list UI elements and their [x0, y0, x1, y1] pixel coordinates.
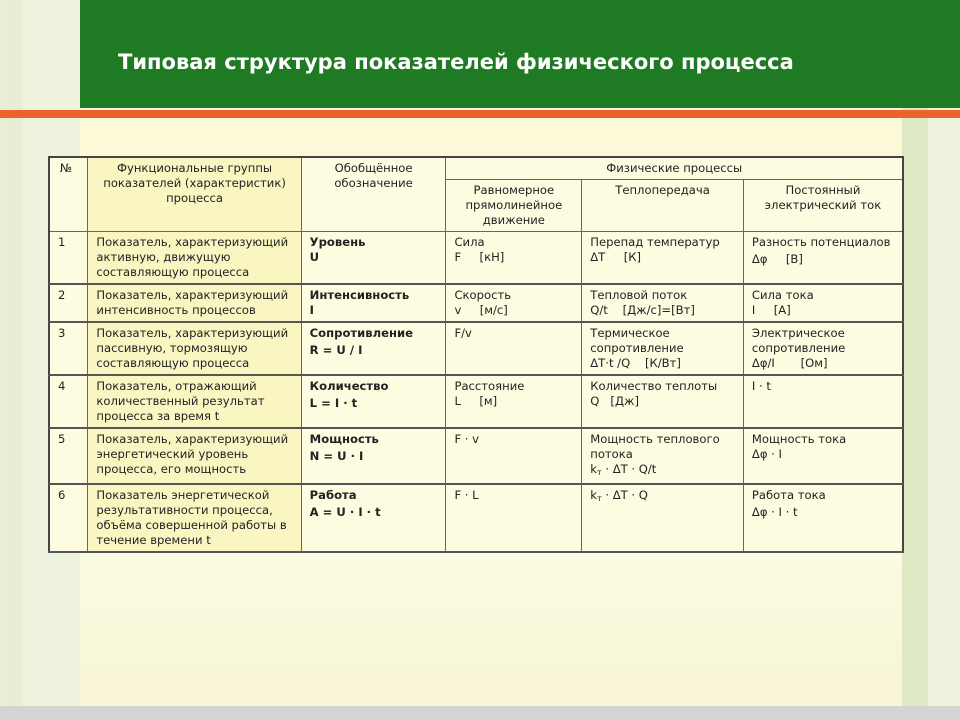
row-designation — [301, 232, 446, 285]
indicators-table — [48, 156, 904, 553]
row-designation — [301, 322, 446, 375]
row-group: Показатель, характеризующий активную, движущую составляющую процесса — [88, 232, 301, 285]
cell-line: Электрическое сопротивление — [751, 326, 846, 355]
coef-k: k — [590, 488, 597, 502]
cell-line: I · t — [751, 379, 771, 393]
cell-line — [590, 488, 735, 506]
coef-subscript: т — [596, 494, 602, 503]
cell-line: I [А] — [751, 303, 791, 317]
row-num: 4 — [49, 375, 88, 428]
cell-current — [743, 284, 903, 322]
table-row — [49, 322, 903, 375]
designation-formula: U — [309, 250, 320, 264]
background-bottom-bar — [0, 706, 960, 720]
cell-current — [743, 428, 903, 484]
designation-name: Сопротивление — [309, 326, 413, 340]
row-designation — [301, 284, 446, 322]
table-row — [49, 232, 903, 285]
designation-name: Интенсивность — [309, 288, 410, 302]
table-row — [49, 484, 903, 552]
cell-current — [743, 375, 903, 428]
cell-motion — [446, 284, 582, 322]
cell-motion — [446, 428, 582, 484]
cell-line: F · L — [454, 488, 479, 502]
table-row — [49, 284, 903, 322]
row-designation — [301, 375, 446, 428]
row-group: Показатель, характеризующий энергетический уровень процесса, его мощность — [88, 428, 301, 484]
cell-current — [743, 232, 903, 285]
cell-line: Тепловой поток — [590, 288, 688, 302]
cell-line: Δφ [В] — [751, 252, 803, 266]
cell-line: Скорость — [454, 288, 512, 302]
cell-heat — [582, 428, 744, 484]
designation-name: Работа — [309, 488, 357, 502]
designation-formula: A = U · I · t — [309, 505, 381, 519]
cell-line: ΔT [К] — [590, 250, 641, 264]
row-num: 5 — [49, 428, 88, 484]
cell-current — [743, 322, 903, 375]
cell-motion — [446, 322, 582, 375]
header-row — [49, 157, 903, 180]
cell-line: Q/t [Дж/с]=[Вт] — [590, 303, 695, 317]
cell-line: F/v — [454, 326, 472, 340]
slide-title: Типовая структура показателей физического процесса — [118, 50, 794, 74]
cell-motion — [446, 232, 582, 285]
coef-k: k — [590, 462, 597, 476]
header-accent-line — [0, 110, 960, 118]
cell-line: Работа тока — [751, 488, 826, 502]
designation-formula: R = U / I — [309, 343, 363, 357]
header-proc-current: Постоянный электрический ток — [743, 180, 903, 232]
designation-formula: L = I · t — [309, 396, 358, 410]
row-group: Показатель, характеризующий интенсивность процессов — [88, 284, 301, 322]
cell-line: L [м] — [454, 394, 498, 408]
row-num: 6 — [49, 484, 88, 552]
row-designation — [301, 484, 446, 552]
row-group: Показатель, отражающий количественный результат процесса за время t — [88, 375, 301, 428]
cell-heat — [582, 284, 744, 322]
designation-name: Уровень — [309, 235, 366, 249]
header-proc-motion: Равномерное прямолинейное движение — [446, 180, 582, 232]
cell-line: Перепад температур — [590, 235, 720, 249]
header-designation: Обобщённое обозначение — [301, 157, 446, 232]
coef-expression: · ΔT · Q — [601, 488, 648, 502]
header-proc-heat: Теплопередача — [582, 180, 744, 232]
row-group: Показатель, характеризующий пассивную, тормозящую составляющую процесса — [88, 322, 301, 375]
cell-line: Мощность теплового потока — [590, 432, 720, 461]
cell-heat — [582, 232, 744, 285]
cell-line: Q [Дж] — [590, 394, 639, 408]
cell-line: Δφ/I [Ом] — [751, 356, 828, 370]
cell-line — [590, 462, 735, 480]
table-row — [49, 428, 903, 484]
cell-heat — [582, 375, 744, 428]
background-right-strip — [928, 0, 960, 720]
header-num: № — [49, 157, 88, 232]
cell-line: Сила тока — [751, 288, 814, 302]
cell-line: F [кН] — [454, 250, 505, 264]
coef-expression: · ΔT · Q/t — [601, 462, 657, 476]
cell-line: Термическое сопротивление — [590, 326, 684, 355]
cell-heat — [582, 484, 744, 552]
designation-formula: N = U · I — [309, 449, 364, 463]
cell-current — [743, 484, 903, 552]
cell-heat — [582, 322, 744, 375]
header-processes: Физические процессы — [446, 157, 903, 180]
designation-formula: I — [309, 303, 314, 317]
cell-line: v [м/с] — [454, 303, 508, 317]
cell-motion — [446, 484, 582, 552]
cell-line: F · v — [454, 432, 480, 446]
cell-line: Сила — [454, 235, 485, 249]
row-designation — [301, 428, 446, 484]
row-num: 2 — [49, 284, 88, 322]
cell-motion — [446, 375, 582, 428]
cell-line: Количество теплоты — [590, 379, 718, 393]
header-groups: Функциональные группы показателей (характеристик) процесса — [88, 157, 301, 232]
cell-line: Мощность тока — [751, 432, 847, 446]
coef-subscript: т — [596, 468, 602, 477]
cell-line: Δφ · I · t — [751, 505, 798, 519]
cell-line: Δφ · I — [751, 447, 782, 461]
cell-line: ΔT·t /Q [К/Вт] — [590, 356, 681, 370]
cell-line: Расстояние — [454, 379, 525, 393]
row-num: 3 — [49, 322, 88, 375]
row-num: 1 — [49, 232, 88, 285]
table-row — [49, 375, 903, 428]
designation-name: Мощность — [309, 432, 379, 446]
table-container — [48, 156, 904, 553]
row-group: Показатель энергетической результативности процесса, объёма совершенной работы в течение времени t — [88, 484, 301, 552]
cell-line: Разность потенциалов — [751, 235, 891, 249]
designation-name: Количество — [309, 379, 389, 393]
